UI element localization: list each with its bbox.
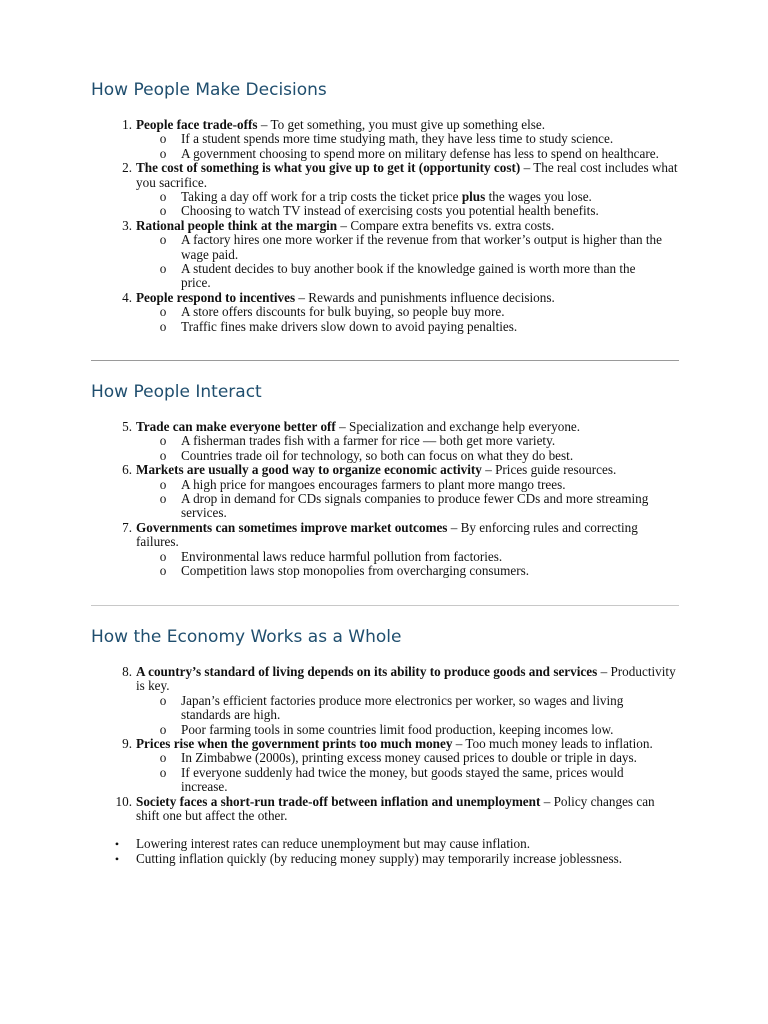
sub-item (0, 478, 768, 492)
sub-item-text: A high price for mangoes encourages farmers to plant more mango trees. (181, 476, 566, 492)
item-number: 1. (122, 117, 132, 132)
item-bold-text: Prices rise when the government prints too much money (136, 736, 453, 752)
item-text: – Rewards and punishments influence decisions. (295, 289, 555, 305)
section-decisions-list (0, 118, 768, 334)
numbered-item (0, 795, 768, 824)
sub-item (0, 564, 768, 578)
bullet-item-text: Cutting inflation quickly (by reducing money supply) may temporarily increase joblessness. (136, 850, 623, 866)
item-text: – Specialization and exchange help everyone. (335, 419, 581, 434)
item-bold-text: Governments can sometimes improve market outcomes (136, 519, 448, 535)
sub-bullet-icon: o (159, 131, 167, 147)
numbered-item (0, 463, 768, 477)
sub-item (0, 492, 768, 521)
item-bold-text: The cost of something is what you give up to get it (opportunity cost) (136, 160, 521, 176)
sub-item (0, 204, 768, 218)
sub-item (0, 305, 768, 319)
sub-item-text: Choosing to watch TV instead of exercising costs you potential health benefits. (181, 203, 599, 219)
bullet-dot-icon: • (114, 837, 120, 852)
sub-item-text: Countries trade oil for technology, so both can focus on what they do best. (181, 447, 574, 463)
sub-bullet-icon: o (159, 304, 167, 320)
numbered-item (0, 521, 768, 550)
sub-item-text: A fisherman trades fish with a farmer for rice — both get more variety. (181, 433, 556, 449)
sub-bullet-icon: o (159, 750, 167, 766)
item-text: – Policy changes can shift one but affect the other. (136, 793, 655, 824)
item-bold-text: People face trade-offs (136, 117, 258, 132)
item-text: – To get something, you must give up something else. (257, 117, 546, 132)
item-number: 5. (122, 419, 132, 434)
sub-bullet-icon: o (159, 232, 167, 248)
sub-bullet-icon: o (159, 318, 167, 334)
item-number: 2. (122, 160, 132, 176)
sub-bullet-icon: o (159, 261, 167, 277)
sub-bullet-icon: o (159, 433, 167, 449)
item-bold-text: Trade can make everyone better off (136, 419, 336, 434)
sub-item-text: A store offers discounts for bulk buying, so people buy more. (181, 304, 505, 320)
item-number: 9. (122, 736, 132, 752)
section-heading-decisions: How People Make Decisions (91, 80, 327, 100)
sub-bullet-icon: o (159, 145, 167, 161)
numbered-item (0, 161, 768, 190)
sub-item-text: the wages you lose. (485, 189, 592, 205)
bullet-item (0, 837, 768, 851)
sub-item-text: A drop in demand for CDs signals companies to produce fewer CDs and more streaming services. (181, 491, 649, 521)
sub-item (0, 449, 768, 463)
sub-item-text: A government choosing to spend more on military defense has less to spend on healthcare. (181, 145, 659, 161)
item-bold-text: Markets are usually a good way to organize economic activity (136, 462, 482, 478)
numbered-item (0, 118, 768, 132)
sub-bullet-icon: o (159, 447, 167, 463)
section-heading-economy: How the Economy Works as a Whole (91, 627, 402, 647)
sub-bullet-icon: o (159, 548, 167, 564)
sub-item-text: If everyone suddenly had twice the money, but goods stayed the same, prices would increase. (181, 764, 624, 795)
sub-item (0, 723, 768, 737)
sub-bullet-icon: o (159, 764, 167, 780)
bullet-item (0, 852, 768, 866)
item-number: 7. (122, 519, 132, 535)
item-bold-text: People respond to incentives (136, 289, 296, 305)
sub-item-text: In Zimbabwe (2000s), printing excess money caused prices to double or triple in days. (181, 750, 637, 766)
sub-item-text: Competition laws stop monopolies from overcharging consumers. (181, 563, 530, 579)
numbered-item (0, 219, 768, 233)
sub-item (0, 233, 768, 262)
item-bold-text: Society faces a short-run trade-off between inflation and unemployment (136, 793, 541, 809)
item-text: – Prices guide resources. (481, 462, 617, 478)
list-spacer (0, 823, 768, 837)
sub-item (0, 262, 768, 291)
section-heading-interact: How People Interact (91, 382, 262, 402)
sub-item (0, 190, 768, 204)
numbered-item (0, 737, 768, 751)
item-bold-text: A country’s standard of living depends on its ability to produce goods and services (136, 664, 598, 679)
item-text: – Too much money leads to inflation. (452, 736, 653, 752)
section-divider (91, 360, 679, 361)
bullet-item-text: Lowering interest rates can reduce unemployment but may cause inflation. (136, 836, 531, 852)
sub-item (0, 766, 768, 795)
item-bold-text: Rational people think at the margin (136, 217, 338, 233)
numbered-item (0, 420, 768, 434)
sub-bullet-icon: o (159, 189, 167, 205)
item-text: – Compare extra benefits vs. extra costs. (337, 217, 555, 233)
sub-item-text: A factory hires one more worker if the revenue from that worker’s output is higher than the wage paid. (181, 232, 662, 262)
sub-item-text: Taking a day off work for a trip costs the ticket price (181, 189, 462, 205)
sub-item (0, 550, 768, 564)
sub-bullet-icon: o (159, 491, 167, 507)
sub-item-text: Poor farming tools in some countries limit food production, keeping incomes low. (181, 721, 614, 737)
section-divider (91, 605, 679, 606)
sub-item (0, 320, 768, 334)
item-number: 3. (122, 217, 132, 233)
item-number: 8. (122, 664, 132, 679)
sub-item (0, 694, 768, 723)
sub-item-text: Japan’s efficient factories produce more electronics per worker, so wages and living standards are high. (181, 692, 624, 723)
sub-item-text: Environmental laws reduce harmful pollution from factories. (181, 548, 503, 564)
item-text: – By enforcing rules and correcting failures. (136, 519, 638, 550)
numbered-item (0, 291, 768, 305)
item-text: – The real cost includes what you sacrifice. (136, 160, 678, 190)
item-number: 10. (115, 793, 132, 809)
sub-item (0, 434, 768, 448)
sub-item-text: If a student spends more time studying math, they have less time to study science. (181, 131, 614, 147)
sub-item (0, 147, 768, 161)
sub-item-text: Traffic fines make drivers slow down to avoid paying penalties. (181, 318, 518, 334)
sub-item (0, 132, 768, 146)
section-economy-list (0, 665, 768, 866)
sub-bullet-icon: o (159, 563, 167, 579)
sub-bullet-icon: o (159, 692, 167, 708)
section-interact-list (0, 420, 768, 578)
item-number: 6. (122, 462, 132, 478)
sub-bullet-icon: o (159, 203, 167, 219)
sub-item (0, 751, 768, 765)
sub-item-bold-text: plus (461, 189, 486, 205)
item-number: 4. (122, 289, 132, 305)
item-text: – Productivity is key. (136, 664, 676, 694)
numbered-item (0, 665, 768, 694)
sub-bullet-icon: o (159, 476, 167, 492)
sub-item-text: A student decides to buy another book if the knowledge gained is worth more than the price. (181, 261, 636, 291)
sub-bullet-icon: o (159, 721, 167, 737)
bullet-dot-icon: • (114, 851, 120, 866)
